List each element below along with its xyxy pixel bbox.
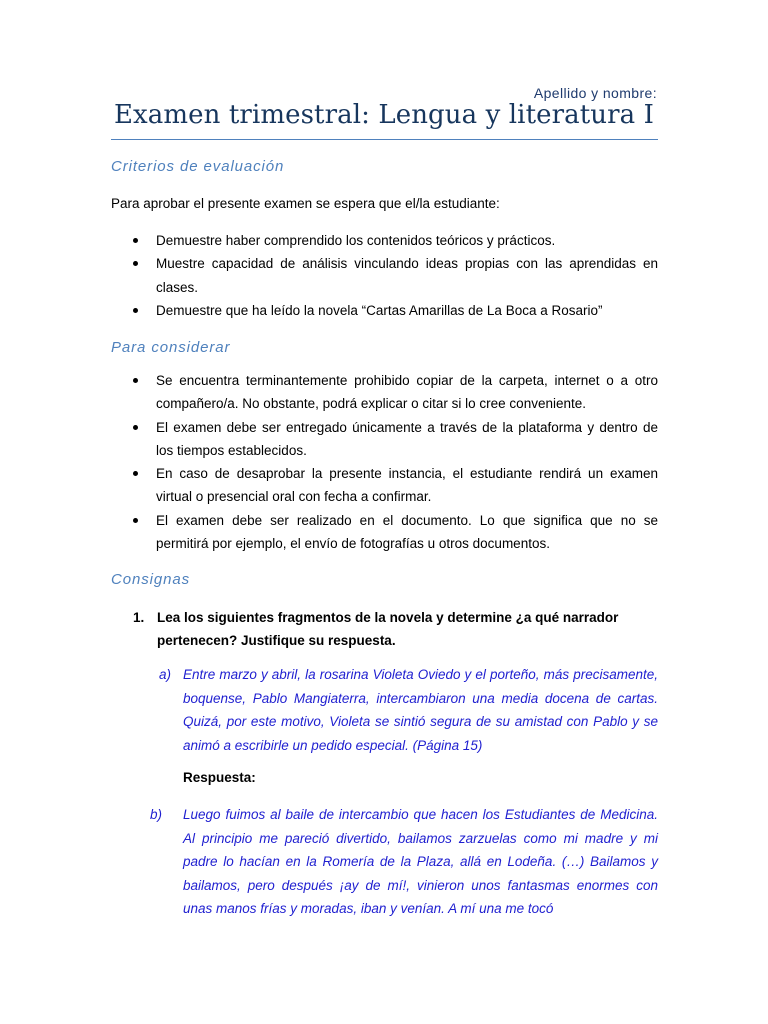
fragment-letter: b) [150,807,163,822]
bullet-icon [133,238,138,243]
considerar-heading: Para considerar [111,339,231,356]
list-item: En caso de desaprobar la presente instancia, el estudiante rendirá un examen virtual o presencial oral con fecha a confirmar. [111,462,658,509]
list-item: El examen debe ser realizado en el documento. Lo que significa que no se permitirá por ejemplo, el envío de fotografías u otros documentos. [111,509,658,556]
criterios-heading: Criterios de evaluación [111,158,285,175]
name-field-label: Apellido y nombre: [533,85,657,101]
considerar-list [111,369,658,555]
list-item: El examen debe ser entregado únicamente a través de la plataforma y dentro de los tiempos establecidos. [111,416,658,463]
page-title: Examen trimestral: Lengua y literatura I [113,100,655,130]
bullet-icon [133,471,138,476]
bullet-icon [133,518,138,523]
bullet-icon [133,261,138,266]
bullet-icon [133,378,138,383]
list-item: Se encuentra terminantemente prohibido copiar de la carpeta, internet o a otro compañero/a. No obstante, podrá explicar o citar si lo cree conveniente. [111,369,658,416]
question-number: 1. [133,610,145,625]
fragment-letter: a) [159,667,172,682]
fragment-a [159,663,658,757]
bullet-icon [133,308,138,313]
answer-label: Respuesta: [183,770,256,785]
fragment-b [150,803,658,921]
fragment-text: Luego fuimos al baile de intercambio que hacen los Estudiantes de Medicina. Al principio me pareció divertido, bailamos zarzuelas como mi madre y mi padre lo hacían en la Romería de la Plaza, allá en Lodeña. (…) Bailamos y bailamos, pero después ¡ay de mí!, vinieron unos fantasmas enormes con unas manos frías y moradas, iban y venían. A mí una me tocó [183,807,658,917]
question-1 [133,606,658,652]
list-item: Demuestre haber comprendido los contenidos teóricos y prácticos. [111,229,658,252]
title-divider [111,139,658,140]
consignas-heading: Consignas [111,571,190,588]
list-item: Muestre capacidad de análisis vinculando ideas propias con las aprendidas en clases. [111,252,658,299]
criterios-list [111,229,658,322]
fragment-text: Entre marzo y abril, la rosarina Violeta Oviedo y el porteño, más precisamente, boquense, Pablo Mangiaterra, intercambiaron una media docena de cartas. Quizá, por este motivo, Violeta se sintió segura de su amistad con Pablo y se animó a escribirle un pedido especial. (Página 15) [183,667,658,753]
question-text: Lea los siguientes fragmentos de la novela y determine ¿a qué narrador pertenecen? Justifique su respuesta. [157,610,619,648]
list-item: Demuestre que ha leído la novela “Cartas Amarillas de La Boca a Rosario” [111,299,658,322]
bullet-icon [133,425,138,430]
criterios-intro: Para aprobar el presente examen se espera que el/la estudiante: [111,196,500,211]
